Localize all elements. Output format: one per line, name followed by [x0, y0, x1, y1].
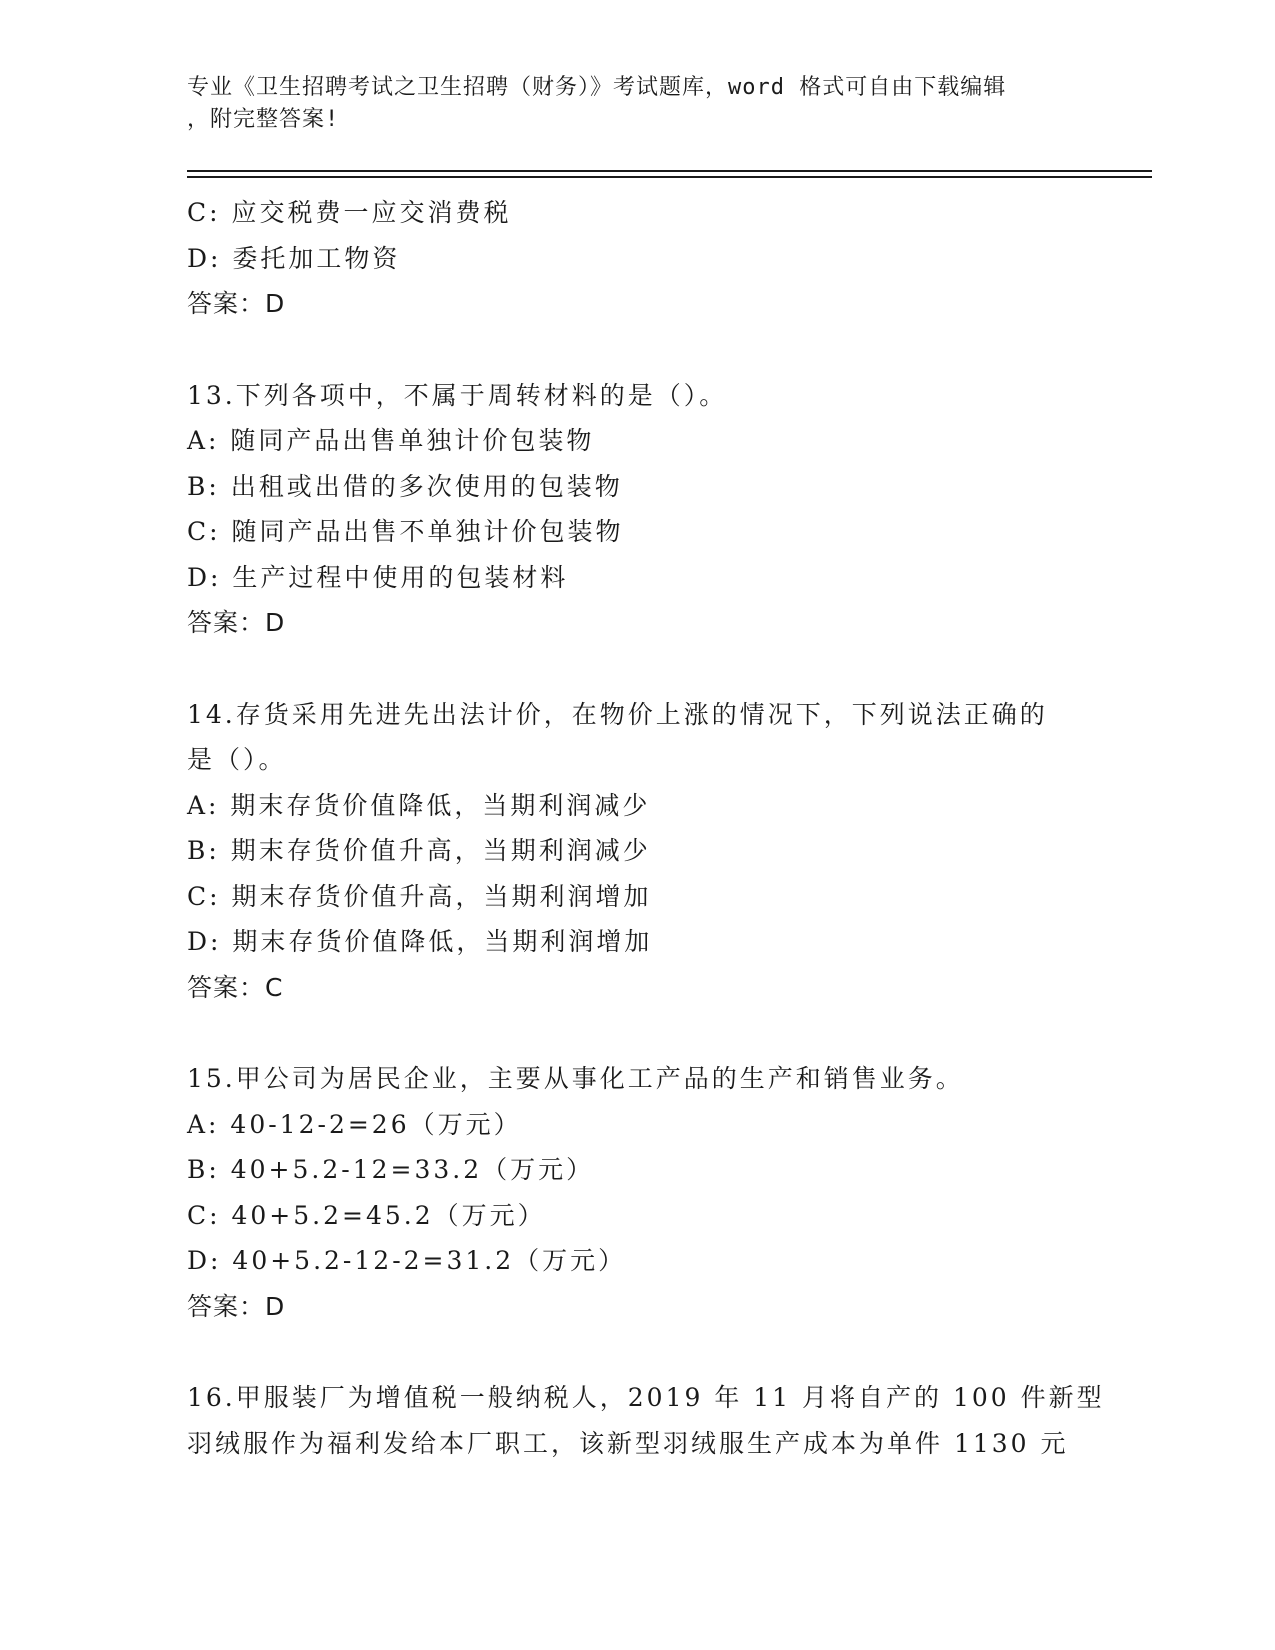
- document-header: [187, 72, 1067, 136]
- option-a: A: 40-12-2=26（万元）: [187, 1109, 522, 1139]
- header-line-1: 专业《卫生招聘考试之卫生招聘（财务）》考试题库，word 格式可自由下载编辑: [187, 75, 1007, 100]
- header-rule-top: [187, 170, 1152, 172]
- answer-line: 答案：D: [187, 1291, 286, 1321]
- option-c: C: 随同产品出售不单独计价包装物: [187, 517, 624, 546]
- option-a: A: 期末存货价值降低，当期利润减少: [187, 790, 651, 820]
- header-line-2: ，附完整答案!: [187, 107, 340, 132]
- question-stem: 13.下列各项中，不属于周转材料的是（）。: [187, 380, 728, 410]
- option-c: C: 期末存货价值升高，当期利润增加: [187, 881, 652, 911]
- question-15: [187, 1056, 1087, 1329]
- question-14: [187, 692, 1087, 1011]
- option-d: D: 期末存货价值降低，当期利润增加: [187, 927, 653, 956]
- header-rule-bottom: [187, 176, 1152, 178]
- answer-line: 答案：D: [187, 608, 286, 637]
- option-b: B: 出租或出借的多次使用的包装物: [187, 471, 623, 501]
- option-d: D: 40+5.2-12-2=31.2（万元）: [187, 1246, 627, 1275]
- question-stem: 15.甲公司为居民企业，主要从事化工产品的生产和销售业务。: [187, 1064, 964, 1093]
- question-list: [187, 190, 1105, 1466]
- question-stem-cont: 羽绒服作为福利发给本厂职工，该新型羽绒服生产成本为单件 1130 元: [187, 1428, 1069, 1458]
- option-d: D: 生产过程中使用的包装材料: [187, 562, 569, 592]
- question-stem: 14.存货采用先进先出法计价，在物价上涨的情况下，下列说法正确的: [187, 699, 1048, 729]
- question-stem: 16.甲服装厂为增值税一般纳税人，2019 年 11 月将自产的 100 件新型: [187, 1383, 1105, 1412]
- question-13: [187, 373, 1087, 646]
- option-a: A: 随同产品出售单独计价包装物: [187, 426, 595, 455]
- option-d: D: 委托加工物资: [187, 243, 401, 273]
- answer-line: 答案：C: [187, 972, 284, 1002]
- option-c: C: 40+5.2=45.2（万元）: [187, 1200, 546, 1230]
- question-12-tail: [187, 190, 1087, 327]
- question-stem-cont: 是（）。: [187, 745, 287, 774]
- option-b: B: 期末存货价值升高，当期利润减少: [187, 836, 651, 865]
- option-b: B: 40+5.2-12=33.2（万元）: [187, 1155, 595, 1184]
- answer-line: 答案：D: [187, 289, 286, 318]
- question-16: [187, 1375, 1105, 1466]
- option-c: C: 应交税费一应交消费税: [187, 198, 512, 227]
